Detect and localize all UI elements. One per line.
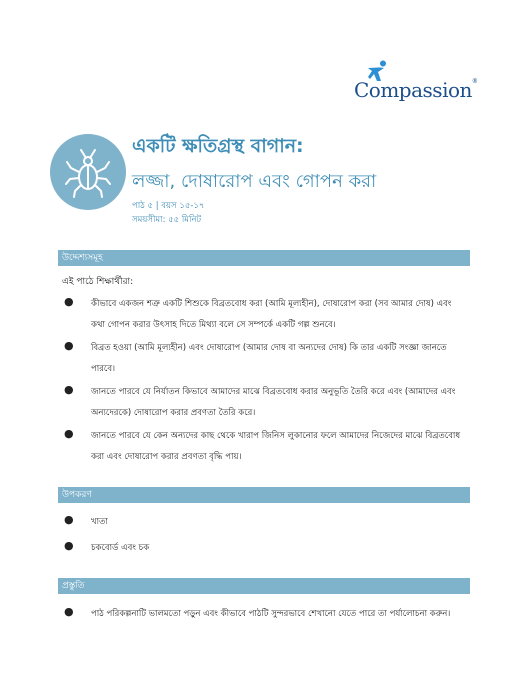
logo-text: Compassion® xyxy=(354,78,478,102)
page-subtitle: লজ্জা, দোষারোপ এবং গোপন করা xyxy=(132,171,377,192)
page-title: একটি ক্ষতিগ্রস্থ বাগান: xyxy=(132,135,304,157)
list-item: ● বিব্রত হওয়া (আমি মূল্যহীন) এবং দোষারোপ (আমার দোষ বা অন্যদের দোষ) কি তার একটি সংজ্ঞা জানতে পারবে। xyxy=(64,339,447,374)
bullet-icon: ● xyxy=(64,383,74,396)
bullet-icon: ● xyxy=(64,513,74,526)
objectives-heading: উদ্দেশ্যসমূহ xyxy=(58,250,470,266)
bullet-icon: ● xyxy=(64,295,74,308)
compassion-logo xyxy=(354,60,478,104)
bullet-icon: ● xyxy=(64,539,74,552)
list-item: ● চকবোর্ড এবং চক xyxy=(64,539,150,553)
lesson-badge xyxy=(50,134,126,210)
objectives-intro: এই পাঠে শিক্ষার্থীরা: xyxy=(62,277,134,287)
bullet-icon: ● xyxy=(64,605,74,618)
bullet-icon: ● xyxy=(64,427,74,440)
list-item: ● কীভাবে একজন শত্রু একটি শিশুকে বিব্রতবোধ করা (আমি মূল্যহীন), দোষারোপ করা (সব আমার দোষ) এবং কথা গোপন করার উৎসাহ দিতে মিথ্যা বলে সে সম্পর্কে একটি গল্প শুনবে। xyxy=(64,295,452,330)
lesson-info: পাঠ ৫ | বয়স ১৫-১৭ xyxy=(132,201,205,211)
list-item: ● পাঠ পরিকল্পনাটি ভালমতো পড়ুন এবং কীভাবে পাঠটি সুন্দরভাবে শেখানো যেতে পারে তা পর্যালোচনা করুন। xyxy=(64,605,451,619)
bullet-icon: ● xyxy=(64,339,74,352)
bug-icon xyxy=(60,144,116,200)
list-item: ● জানতে পারবে যে কেন অন্যদের কাছ থেকে খারাপ জিনিস লুকানোর ফলে আমাদের নিজেদের মাঝে বিব্রতবোধ করা এবং দোষারোপ করার প্রবণতা বৃদ্ধি পায়। xyxy=(64,427,461,462)
materials-heading: উপকরণ xyxy=(58,487,470,503)
list-item: ● খাতা xyxy=(64,513,108,527)
list-item: ● জানতে পারবে যে নির্যাতন কিভাবে আমাদের মাঝে বিব্রতবোধ করার অনুভূতি তৈরি করে এবং (আমাদের এবং অন্যদেরকে) দোষারোপ করার প্রবণতা তৈরি করে। xyxy=(64,383,456,418)
duration-info: সময়সীমা: ৫৫ মিনিট xyxy=(132,215,202,225)
preparation-heading: প্রস্তুতি xyxy=(58,578,470,594)
